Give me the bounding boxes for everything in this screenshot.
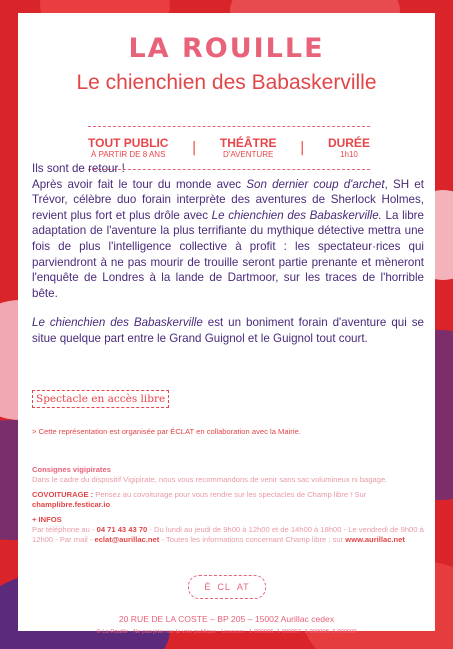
meta-genre-label: THÉÂTRE [219, 135, 277, 150]
licence-footer: © La Rouille · Ne pas jeter sur la voie publique · Licences : 1-000906, 1-000907, 2-000908, 3-000909 [96, 629, 357, 635]
partner-note: > Cette représentation est organisée par ÉCLAT en collaboration avec la Mairie. [32, 427, 301, 436]
meta-audience-label: TOUT PUBLIC [88, 135, 169, 150]
carpool-heading: COVOITURAGE : [32, 489, 96, 499]
show-description [32, 161, 424, 361]
meta-duration-sub: 1h10 [340, 149, 358, 159]
practical-info [32, 465, 427, 550]
meta-audience [88, 137, 168, 160]
carpool-link[interactable]: champlibre.festicar.io [32, 500, 111, 510]
free-access-badge: Spectacle en accès libre [32, 390, 169, 408]
description-work-title: Le chienchien des Babaskerville [32, 316, 203, 330]
vigipirate-notice [32, 465, 427, 486]
description-text: , SH et Trévor, célèbre duo forain interprète des aventures de Sherlock Holmes, revient plus fort et plus drôle avec [32, 177, 424, 222]
eclat-logo-part: É [204, 582, 212, 592]
description-text: est un boniment forain d'aventure qui se situe quelque part entre le Grand Guignol et le Guignol tout court. [32, 316, 424, 345]
infos-text: Par téléphone au - [32, 525, 97, 535]
meta-duration-label: DURÉE [327, 135, 370, 150]
description-text: La libre adaptation de l'aventure la plus terrifiante du mythique détective mettra une fois de plus l'intelligence collective à profit : les spectateur·rices qui parviendront à ne pas mourir de trouille seront partie prenante et mèneront l'enquête de Londres à la lande de Dartmoor, sur les traces de l'horrible bête. [32, 208, 424, 300]
email-link[interactable]: eclat@aurillac.net [94, 535, 160, 545]
phone-link[interactable]: 04 71 43 43 70 [96, 525, 148, 535]
carpool-text: Pensez au covoiturage pour vous rendre sur les spectacles de Champ libre ! Sur [95, 489, 367, 499]
description-paragraph [32, 315, 424, 346]
company-name: LA ROUILLE [128, 33, 325, 64]
description-intro: Ils sont de retour ! [32, 162, 125, 175]
meta-genre-sub: D'AVENTURE [223, 149, 274, 159]
meta-audience-sub: À PARTIR DE 8 ANS [91, 149, 166, 159]
postal-address: 20 RUE DE LA COSTE – BP 205 – 15002 Aurillac cedex [118, 614, 335, 624]
description-paragraph [32, 161, 424, 301]
website-link[interactable]: www.aurillac.net [345, 535, 405, 545]
description-work-title: Le chienchien des Babaskerville. [211, 208, 382, 222]
contact-info [32, 515, 427, 546]
infos-text: - Du lundi au jeudi de 9h00 à 12h00 et de 14h00 à 18h00 - Le vendredi de 9h00 à 12h00 - Par mail - [32, 525, 424, 545]
meta-genre [220, 137, 277, 160]
infos-heading: + INFOS [32, 514, 62, 524]
vigipirate-text: Dans le cadre du dispositif Vigipirate, nous vous recommandons de venir sans sac volumineux ni bagage. [32, 475, 388, 485]
description-work-title: Son dernier coup d'archet [246, 177, 385, 191]
eclat-logo-part: CL [217, 582, 231, 592]
infos-text: - Toutes les informations concernant Champ libre : sur [159, 535, 346, 545]
eclat-logo [188, 575, 266, 599]
meta-separator: | [191, 140, 197, 156]
vigipirate-heading: Consignes vigipirates [32, 465, 111, 474]
description-text: Après avoir fait le tour du monde avec [32, 177, 247, 191]
show-title: Le chienchien des Babaskerville [76, 71, 377, 94]
meta-separator: | [299, 140, 305, 156]
meta-duration [328, 137, 370, 160]
eclat-logo-part: AT [236, 582, 250, 592]
carpool-notice [32, 490, 427, 511]
flyer-card [18, 13, 435, 635]
